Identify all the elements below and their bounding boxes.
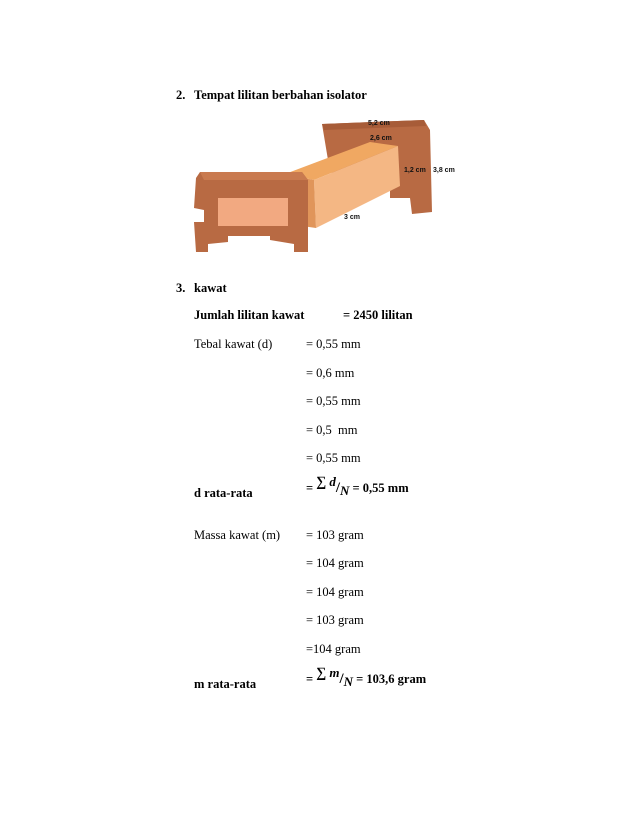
tebal-value-2: = 0,6 mm: [306, 366, 355, 380]
label-inner-width: 2,6 cm: [370, 135, 392, 142]
m-sum-symbol: ∑: [316, 666, 327, 681]
section-2-title: Tempat lilitan berbahan isolator: [194, 88, 367, 102]
d-variable: d: [329, 474, 336, 489]
m-variable: m: [329, 665, 340, 680]
tebal-value-1: = 0,55 mm: [306, 337, 361, 351]
tebal-value-3: = 0,55 mm: [306, 394, 361, 408]
massa-kawat-label: Massa kawat (m): [194, 528, 281, 542]
d-average-label: d rata-rata: [194, 486, 253, 500]
massa-value-4: = 103 gram: [306, 613, 364, 627]
d-eq: =: [306, 481, 314, 495]
label-side-small: 1,2 cm: [404, 167, 426, 174]
tebal-value-5: = 0,55 mm: [306, 451, 361, 465]
m-average-result: = 103,6 gram: [356, 672, 427, 686]
label-side-large: 3,8 cm: [433, 167, 455, 174]
jumlah-lilitan-label: Jumlah lilitan kawat: [194, 308, 305, 322]
label-length: 3 cm: [344, 214, 360, 221]
m-average-formula: = ∑ m/N = 103,6 gram: [306, 665, 427, 689]
m-denominator: N: [343, 674, 354, 689]
massa-value-5: =104 gram: [306, 642, 361, 656]
section-2-number: 2.: [176, 88, 186, 102]
jumlah-lilitan-value: = 2450 lilitan: [343, 308, 413, 322]
d-average-result: = 0,55 mm: [352, 481, 409, 495]
tebal-value-4: = 0,5 mm: [306, 423, 358, 437]
section-3-title: kawat: [194, 281, 227, 295]
front-core-face: [218, 198, 288, 226]
d-average-formula: = ∑ d/N = 0,55 mm: [306, 474, 409, 498]
massa-value-1: = 103 gram: [306, 528, 364, 542]
label-top-width: 5,2 cm: [368, 120, 390, 127]
tebal-kawat-label: Tebal kawat (d): [194, 337, 273, 351]
m-average-label: m rata-rata: [194, 677, 257, 691]
massa-value-2: = 104 gram: [306, 556, 364, 570]
d-denominator: N: [340, 483, 350, 498]
section-3-number: 3.: [176, 281, 186, 295]
m-eq: =: [306, 672, 314, 686]
d-sum-symbol: ∑: [316, 475, 327, 490]
massa-value-3: = 104 gram: [306, 585, 364, 599]
coil-former-figure: [190, 112, 465, 262]
